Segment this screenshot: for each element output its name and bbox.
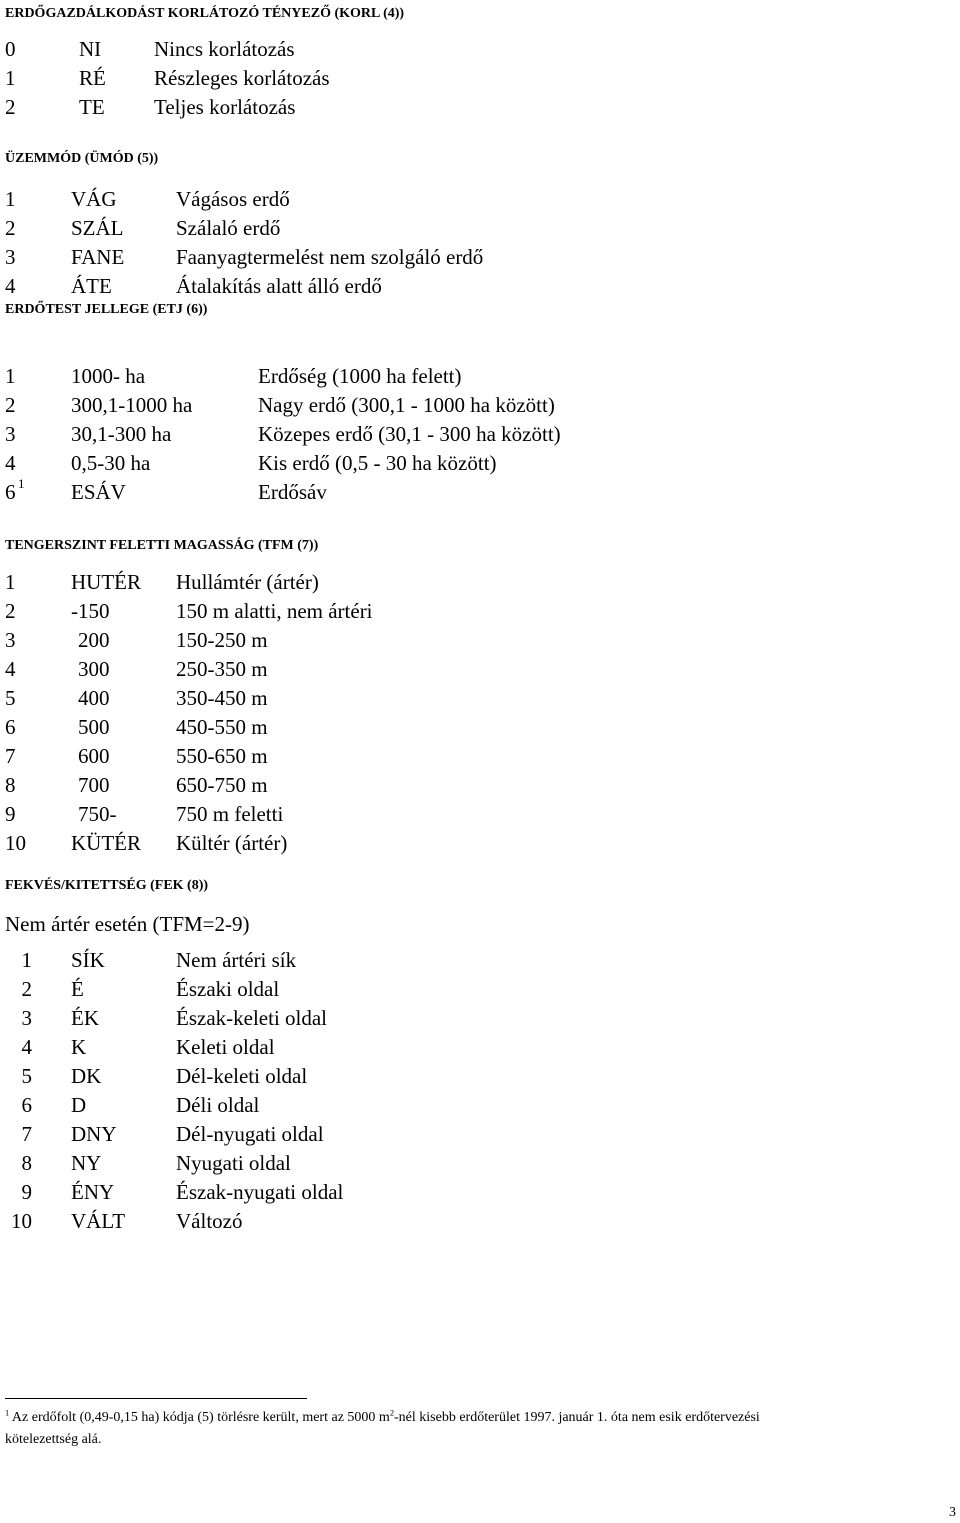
row-description: Déli oldal [176, 1093, 260, 1117]
section-heading-umod: ÜZEMMÓD (ÜMÓD (5)) [5, 151, 159, 166]
row-description: Keleti oldal [176, 1035, 275, 1059]
row-number: 8 [5, 773, 16, 797]
row-code: ÁTE [71, 274, 112, 298]
footnote-marker: 1 [5, 1408, 10, 1418]
row-number: 6 [5, 715, 16, 739]
row-number: 3 [5, 245, 16, 269]
footnote-superscript: 2 [389, 1408, 394, 1418]
row-code: FANE [71, 245, 125, 269]
row-description: 150-250 m [176, 628, 268, 652]
row-number: 2 [21, 977, 32, 1001]
row-number: 7 [21, 1122, 32, 1146]
row-description: 250-350 m [176, 657, 268, 681]
footnote-line-2: kötelezettség alá. [5, 1432, 102, 1447]
footnote-text-b: -nél kisebb erdőterület 1997. január 1. óta nem esik erdőtervezési [394, 1410, 760, 1425]
row-description: Részleges korlátozás [154, 66, 330, 90]
footnote-line-1 [5, 1410, 760, 1426]
row-code: -150 [71, 599, 110, 623]
row-code: K [71, 1035, 87, 1059]
row-description: Erdőség (1000 ha felett) [258, 364, 462, 388]
row-description: Kis erdő (0,5 - 30 ha között) [258, 451, 497, 475]
row-number: 6 [21, 1093, 32, 1117]
row-number: 10 [5, 831, 26, 855]
row-description: Nincs korlátozás [154, 37, 295, 61]
section-heading-tfm: TENGERSZINT FELETTI MAGASSÁG (TFM (7)) [5, 538, 319, 553]
row-description: Dél-nyugati oldal [176, 1122, 324, 1146]
row-number: 3 [5, 628, 16, 652]
row-code: HUTÉR [71, 570, 141, 594]
row-description: Hullámtér (ártér) [176, 570, 319, 594]
section-heading-korl: ERDŐGAZDÁLKODÁST KORLÁTOZÓ TÉNYEZŐ (KORL (4)) [5, 6, 405, 21]
row-description: Kültér (ártér) [176, 831, 288, 855]
row-code: 750- [78, 802, 117, 826]
row-code: 700 [78, 773, 110, 797]
row-number: 3 [5, 422, 16, 446]
row-code: É [71, 977, 84, 1001]
row-code: SZÁL [71, 216, 124, 240]
row-description: Észak-keleti oldal [176, 1006, 328, 1030]
row-description: Nyugati oldal [176, 1151, 291, 1175]
row-code: ESÁV [71, 480, 126, 504]
row-description: Átalakítás alatt álló erdő [176, 274, 382, 298]
row-description: Erdősáv [258, 480, 327, 504]
row-number: 4 [21, 1035, 32, 1059]
row-description: Északi oldal [176, 977, 280, 1001]
row-description: Nagy erdő (300,1 - 1000 ha között) [258, 393, 555, 417]
row-number: 1 [5, 570, 16, 594]
row-number: 6 [5, 480, 16, 504]
row-code: 300,1-1000 ha [71, 393, 193, 417]
row-number: 2 [5, 216, 16, 240]
row-description: Faanyagtermelést nem szolgáló erdő [176, 245, 484, 269]
section-subheading-fek: Nem ártér esetén (TFM=2-9) [5, 912, 250, 936]
row-code: DK [71, 1064, 102, 1088]
row-description: Szálaló erdő [176, 216, 281, 240]
row-number: 8 [21, 1151, 32, 1175]
section-heading-fek: FEKVÉS/KITETTSÉG (FEK (8)) [5, 878, 209, 893]
row-description: 750 m feletti [176, 802, 284, 826]
row-code: VÁLT [71, 1209, 126, 1233]
row-footnote-ref: 1 [18, 476, 25, 491]
row-code: D [71, 1093, 87, 1117]
row-description: Dél-keleti oldal [176, 1064, 308, 1088]
row-code: RÉ [79, 66, 106, 90]
row-description: Nem ártéri sík [176, 948, 297, 972]
row-code: 600 [78, 744, 110, 768]
row-number: 5 [21, 1064, 32, 1088]
row-number: 2 [5, 599, 16, 623]
row-description: Teljes korlátozás [154, 95, 296, 119]
row-number: 4 [5, 657, 16, 681]
row-code: 1000- ha [71, 364, 146, 388]
row-code: NY [71, 1151, 102, 1175]
row-number: 10 [11, 1209, 32, 1233]
row-number: 9 [5, 802, 16, 826]
row-code: 0,5-30 ha [71, 451, 151, 475]
row-code: 200 [78, 628, 110, 652]
row-code: SÍK [71, 948, 105, 972]
row-number: 4 [5, 274, 16, 298]
row-number: 1 [21, 948, 32, 972]
row-description: 350-450 m [176, 686, 268, 710]
row-code: 400 [78, 686, 110, 710]
row-number: 9 [21, 1180, 32, 1204]
row-description: Közepes erdő (30,1 - 300 ha között) [258, 422, 561, 446]
row-code: TE [79, 95, 105, 119]
page-number: 3 [949, 1505, 956, 1520]
row-number: 3 [21, 1006, 32, 1030]
row-description: Változó [176, 1209, 243, 1233]
row-number: 4 [5, 451, 16, 475]
row-number: 5 [5, 686, 16, 710]
row-number: 7 [5, 744, 16, 768]
row-number: 0 [5, 37, 16, 61]
row-code: 300 [78, 657, 110, 681]
row-code: KÜTÉR [71, 831, 141, 855]
footnote-text-a: Az erdőfolt (0,49-0,15 ha) kódja (5) törlésre került, mert az 5000 m [11, 1410, 390, 1425]
row-number: 2 [5, 393, 16, 417]
row-code: NI [79, 37, 102, 61]
row-description: 150 m alatti, nem ártéri [176, 599, 373, 623]
row-code: 500 [78, 715, 110, 739]
row-code: DNY [71, 1122, 117, 1146]
row-number: 1 [5, 66, 16, 90]
row-code: VÁG [71, 187, 117, 211]
row-description: Vágásos erdő [176, 187, 290, 211]
row-description: 450-550 m [176, 715, 268, 739]
section-heading-etj: ERDŐTEST JELLEGE (ETJ (6)) [5, 302, 208, 317]
row-description: 550-650 m [176, 744, 268, 768]
row-description: Észak-nyugati oldal [176, 1180, 344, 1204]
row-code: 30,1-300 ha [71, 422, 172, 446]
row-code: ÉK [71, 1006, 99, 1030]
row-number: 1 [5, 364, 16, 388]
footnote-separator [5, 1398, 307, 1399]
row-number: 1 [5, 187, 16, 211]
row-code: ÉNY [71, 1180, 115, 1204]
row-description: 650-750 m [176, 773, 268, 797]
row-number: 2 [5, 95, 16, 119]
